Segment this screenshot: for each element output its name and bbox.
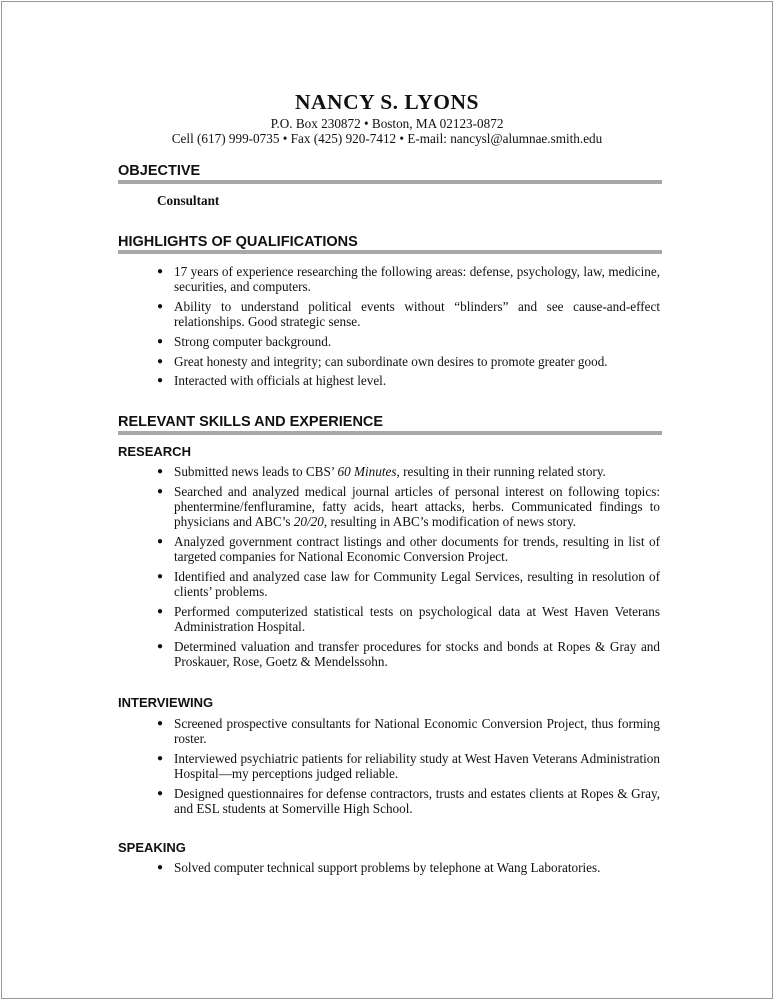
- research-list: [157, 464, 660, 674]
- section-divider: [118, 431, 662, 435]
- list-item: ● Great honesty and integrity; can subordinate own desires to promote greater good.: [157, 353, 608, 369]
- speaking-list: [157, 860, 660, 880]
- experience-heading: RELEVANT SKILLS AND EXPERIENCE: [118, 414, 384, 430]
- list-item: ● Solved computer technical support problems by telephone at Wang Laboratories.: [157, 860, 601, 875]
- list-item: ● Determined valuation and transfer procedures for stocks and bonds at Ropes & Gray and Proskauer, Rose, Goetz & Mendelssohn.: [157, 639, 660, 670]
- bullet-icon: ●: [157, 485, 164, 497]
- list-item: ● Interacted with officials at highest level.: [157, 373, 387, 389]
- list-item: ● Submitted news leads to CBS’ 60 Minutes, resulting in their running related story.: [157, 464, 606, 479]
- bullet-icon: ●: [157, 466, 164, 477]
- list-item: ● Performed computerized statistical tests on psychological data at West Haven Veterans Administration Hospital.: [157, 604, 660, 635]
- address-line: P.O. Box 230872 • Boston, MA 02123-0872: [270, 116, 504, 131]
- research-heading: RESEARCH: [118, 444, 191, 459]
- bullet-icon: ●: [157, 375, 164, 387]
- bullet-icon: ●: [157, 606, 164, 617]
- bullet-icon: ●: [157, 788, 164, 799]
- highlights-list: [157, 264, 660, 393]
- bullet-icon: ●: [157, 266, 164, 277]
- contact-line: Cell (617) 999-0735 • Fax (425) 920-7412 • E-mail: nancysl@alumnae.smith.edu: [171, 131, 603, 146]
- bullet-icon: ●: [157, 355, 164, 367]
- highlights-heading: HIGHLIGHTS OF QUALIFICATIONS: [118, 234, 358, 250]
- bullet-icon: ●: [157, 718, 164, 729]
- list-item: ● Ability to understand political events without “blinders” and see cause-and-effect relationships. Good strategic sense.: [157, 299, 660, 330]
- section-divider: [118, 250, 662, 254]
- list-item: ● Identified and analyzed case law for Community Legal Services, resulting in resolution of clients’ problems.: [157, 569, 660, 600]
- applicant-name: NANCY S. LYONS: [294, 90, 480, 114]
- resume-page: [1, 1, 773, 999]
- list-item: ● Designed questionnaires for defense contractors, trusts and estates clients at Ropes & Gray, and ESL students at Somerville High School.: [157, 786, 660, 817]
- list-item: ● Searched and analyzed medical journal articles of personal interest on following topics: phentermine/fenfluramine, fatty acids, heart attacks, herbs. Communicated findings to physicians and ABC’s 20/20, resulting in ABC’s modification of news story.: [157, 483, 660, 530]
- bullet-icon: ●: [157, 571, 164, 582]
- bullet-icon: ●: [157, 753, 164, 764]
- interviewing-heading: INTERVIEWING: [118, 695, 214, 710]
- list-item: ● Interviewed psychiatric patients for reliability study at West Haven Veterans Administration Hospital—my perceptions judged reliable.: [157, 751, 660, 782]
- bullet-icon: ●: [157, 536, 164, 547]
- objective-heading: OBJECTIVE: [118, 163, 201, 179]
- bullet-icon: ●: [157, 862, 164, 873]
- bullet-icon: ●: [157, 336, 164, 347]
- speaking-heading: SPEAKING: [118, 840, 186, 855]
- interviewing-list: [157, 716, 660, 821]
- list-item: ● 17 years of experience researching the following areas: defense, psychology, law, medicine, securities, and computers.: [157, 264, 660, 295]
- objective-value: Consultant: [157, 193, 220, 208]
- bullet-icon: ●: [157, 641, 164, 652]
- list-item: ● Strong computer background.: [157, 334, 332, 349]
- list-item: ● Analyzed government contract listings and other documents for trends, resulting in list of targeted companies for National Economic Conversion Project.: [157, 534, 660, 565]
- bullet-icon: ●: [157, 301, 164, 312]
- section-divider: [118, 180, 662, 184]
- list-item: ● Screened prospective consultants for National Economic Conversion Project, thus forming roster.: [157, 716, 660, 747]
